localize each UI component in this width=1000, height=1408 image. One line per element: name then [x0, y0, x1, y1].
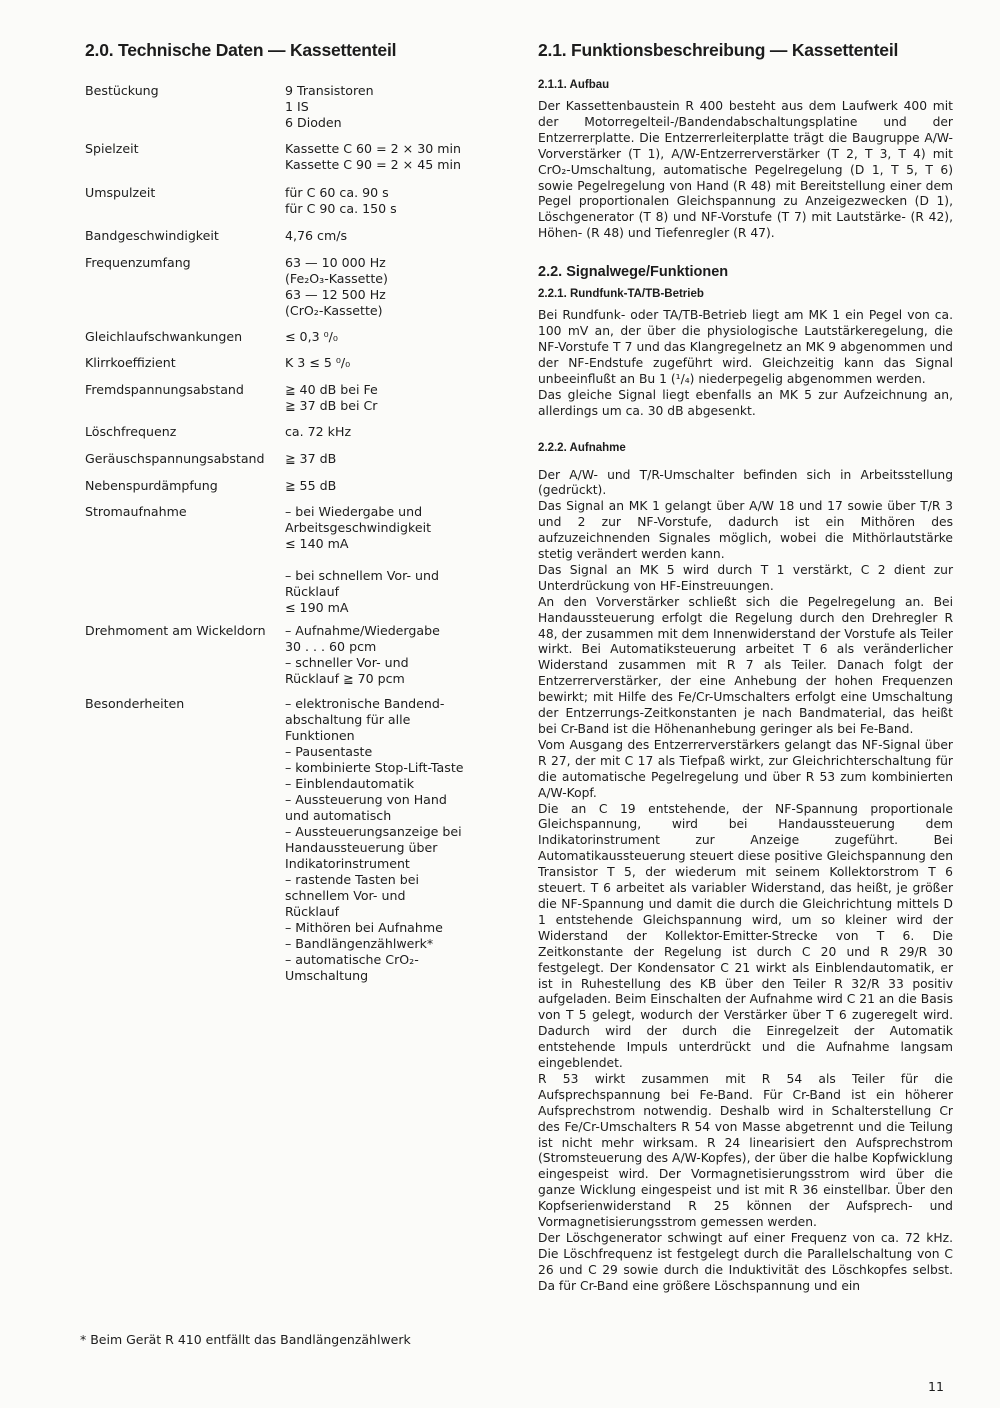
function-description-heading: 2.1. Funktionsbeschreibung — Kassettenteil	[538, 40, 899, 60]
spec-row	[85, 623, 505, 696]
section-heading-2-1-1: 2.1.1. Aufbau	[538, 79, 610, 91]
spec-value: ≧ 37 dB	[285, 451, 337, 466]
spec-value: – Aufnahme/Wiedergabe 30 . . . 60 pcm – schneller Vor- und Rücklauf ≧ 70 pcm	[285, 623, 440, 686]
spec-row	[85, 424, 505, 451]
spec-row	[85, 504, 505, 623]
spec-label: Löschfrequenz	[85, 424, 177, 439]
page-number: 11	[928, 1379, 944, 1394]
technical-data-heading: 2.0. Technische Daten — Kassettenteil	[85, 40, 397, 60]
spec-row	[85, 83, 505, 141]
section-text-2-2-2: Der A/W- und T/R-Umschalter befinden sich in Arbeitsstellung (gedrückt). Das Signal an MK 1 gelangt über A/W 18 und 17 sowie über T/R 3 und 2 zur NF-Vorstufe, dadurch ist ein Mithören des aufzuzeichnenden Signales möglich, wobei die Mithörlautstärke stetig verändert werden kann. Das Signal an MK 5 wird durch T 1 verstärkt, C 2 dient zur Unterdrückung von HF-Einstreuungen. An den Vorverstärker schließt sich die Pegelregelung an. Bei Handaussteuerung erfolgt die Regelung durch den Drehregler R 48, der zusammen mit dem Innenwiderstand der Vorstufe als Teiler wirkt. Bei Automatiksteuerung arbeitet T 6 als veränderlicher Widerstand zusammen mit R 7 als Teiler. Danach folgt der Entzerrerverstärker, der eine Anhebung der hohen Frequenzen bewirkt; mit Hilfe des Fe/Cr-Umschalters erfolgt eine Umschaltung der Entzerrungs-Zeitkonstanten je nach Bandmaterial, das heißt bei Cr-Band ist die Höhenanhebung geringer als bei Fe-Band. Vom Ausgang des Entzerrerverstärkers gelangt das NF-Signal über R 27, der mit C 17 als Tiefpaß wirkt, zur Gleichrichterschaltung für die automatische Pegelregelung und über R 53 zum kombinierten A/W-Kopf. Die an C 19 entstehende, der NF-Spannung proportionale Gleichspannung, wird bei Handaussteuerung dem Indikatorinstrument zur Anzeige zugeführt. Bei Automatikaussteuerung steuert diese positive Gleichspannung den Transistor T 5, der wiederum mit seinem Kollektorstrom T 6 steuert. T 6 arbeitet als variabler Widerstand, das heißt, je größer die NF-Spannung und damit die durch die Gleichrichtung mittels D 1 entstehende Gleichspannung wird, um so kleiner wird der Widerstand der Kollektor-Emitter-Strecke von T 6. Die Zeitkonstante der Regelung ist durch C 20 und R 29/R 30 festgelegt. Der Kondensator C 21 wirkt als Einblendautomatik, er ist in Ruhestellung des KB über den Teiler R 32/R 33 positiv aufgeladen. Beim Einschalten der Aufnahme wird C 21 an die Basis von T 5 gelegt, wodurch der Verstärker über T 6 zugeregelt wird. Dadurch wird der durch die Einregelzeit der Automatik entstehende Impuls unterdrückt und die Aufnahme langsam eingeblendet. R 53 wirkt zusammen mit R 54 als Teiler für die Aufsprechspannung bei Fe-Band. Für Cr-Band ist ein höherer Aufsprechstrom notwendig. Deshalb wird in Schalterstellung Cr des Fe/Cr-Umschalters R 54 von Masse abgetrennt und die Teilung ist nicht mehr wirksam. R 24 linearisiert den Aufsprechstrom (Stromsteuerung des A/W-Kopfes), der über die halbe Kopfwicklung eingespeist wird. Der Vormagnetisierungsstrom wird über die ganze Wicklung eingespeist und ist mit R 36 einstellbar. Über den Kopfserienwiderstand R 25 können der Aufsprech- und Vormagnetisierungsstrom gemessen werden. Der Löschgenerator schwingt auf einer Frequenz von ca. 72 kHz. Die Löschfrequenz ist festgelegt durch die Parallelschaltung von C 26 und C 29 sowie durch die Induktivität des Löschkopfes selbst. Da für Cr-Band eine größere Löschspannung und ein	[538, 467, 953, 1293]
spec-label: Drehmoment am Wickeldorn	[85, 623, 266, 638]
spec-value: 4,76 cm/s	[285, 228, 348, 243]
section-text-2-1-1: Der Kassettenbaustein R 400 besteht aus dem Laufwerk 400 mit der Motorregelteil-/Bandendabschaltungsplatine und der Entzerrerplatte. Die Entzerrerleiterplatte trägt die Baugruppe A/W-Vorverstärker (T 1), A/W-Entzerrerverstärker (T 2, T 3, T 4) mit CrO₂-Umschaltung, automatische Pegelregelung (D 1, T 5, T 6) sowie Pegelregelung von Hand (R 48) mit Bereitstellung einer dem Pegel proportionalen Gleichspannung zu Anzeigezwecken (D 1), Löschgenerator (T 8) und NF-Vorstufe (T 7) mit Lautstärke- (R 42), Höhen- (R 48) und Tiefenregler (R 47).	[538, 99, 953, 241]
function-description-column	[538, 40, 953, 1295]
spec-label: Gleichlaufschwankungen	[85, 329, 243, 344]
spec-label: Klirrkoeffizient	[85, 355, 176, 370]
spec-label: Fremdspannungsabstand	[85, 382, 244, 397]
spec-label: Umspulzeit	[85, 185, 156, 200]
spec-row	[85, 696, 505, 984]
spec-row	[85, 451, 505, 478]
spec-row	[85, 255, 505, 329]
spec-value: 63 — 10 000 Hz (Fe₂O₃-Kassette) 63 — 12 500 Hz (CrO₂-Kassette)	[285, 255, 388, 318]
spec-value: ≤ 0,3 ⁰/₀	[285, 329, 338, 344]
spec-row	[85, 228, 505, 255]
spec-label: Frequenzumfang	[85, 255, 191, 270]
spec-label: Spielzeit	[85, 141, 139, 156]
spec-row	[85, 478, 505, 504]
spec-row	[85, 329, 505, 355]
spec-value: – elektronische Bandend- abschaltung für alle Funktionen – Pausentaste – kombinierte Stop-Lift-Taste – Einblendautomatik – Aussteuerung von Hand und automatisch – Aussteuerungsanzeige bei Handaussteuerung über Indikatorinstrument – rastende Tasten bei schnellem Vor- und Rücklauf – Mithören bei Aufnahme – Bandlängenzählwerk* – automatische CrO₂- Umschaltung	[285, 696, 464, 983]
footnote: * Beim Gerät R 410 entfällt das Bandlängenzählwerk	[80, 1332, 411, 1347]
spec-row	[85, 141, 505, 185]
spec-value: ca. 72 kHz	[285, 424, 352, 439]
spec-label: Bestückung	[85, 83, 159, 98]
section-heading-2-2-2: 2.2.2. Aufnahme	[538, 441, 626, 454]
spec-row	[85, 355, 505, 382]
spec-value: – bei Wiedergabe und Arbeitsgeschwindigkeit ≤ 140 mA – bei schnellem Vor- und Rücklauf ≤ 190 mA	[285, 504, 439, 615]
spec-value: ≧ 55 dB	[285, 478, 337, 493]
spec-value: 9 Transistoren 1 IS 6 Dioden	[285, 83, 374, 130]
spec-value: K 3 ≤ 5 ⁰/₀	[285, 355, 351, 370]
section-heading-2-2: 2.2. Signalwege/Funktionen	[538, 264, 729, 281]
spec-label: Geräuschspannungsabstand	[85, 451, 265, 466]
spec-value: für C 60 ca. 90 s für C 90 ca. 150 s	[285, 185, 397, 216]
spec-value: Kassette C 60 = 2 ⨯ 30 min Kassette C 90 = 2 ⨯ 45 min	[285, 141, 461, 172]
spec-label: Nebenspurdämpfung	[85, 478, 218, 493]
spec-row	[85, 185, 505, 228]
spec-value: ≧ 40 dB bei Fe ≧ 37 dB bei Cr	[285, 382, 378, 413]
spec-label: Bandgeschwindigkeit	[85, 228, 219, 243]
technical-data-column	[85, 40, 505, 984]
spec-label: Stromaufnahme	[85, 504, 187, 519]
section-text-2-2-1: Bei Rundfunk- oder TA/TB-Betrieb liegt am MK 1 ein Pegel von ca. 100 mV an, der über die physiologische Lautstärkeregelung, die NF-Vorstufe T 7 und das Klangregelnetz an MK 9 abgenommen und der NF-Endstufe zugeführt wird. Gleichzeitig kann das Signal unbeeinflußt an Bu 1 (¹/₄) niederpegelig abgenommen werden. Das gleiche Signal liegt ebenfalls an MK 5 zur Aufzeichnung an, allerdings um ca. 30 dB abgesenkt.	[538, 308, 953, 418]
spec-row	[85, 382, 505, 424]
section-heading-2-2-1: 2.2.1. Rundfunk-TA/TB-Betrieb	[538, 288, 704, 301]
spec-label: Besonderheiten	[85, 696, 185, 711]
